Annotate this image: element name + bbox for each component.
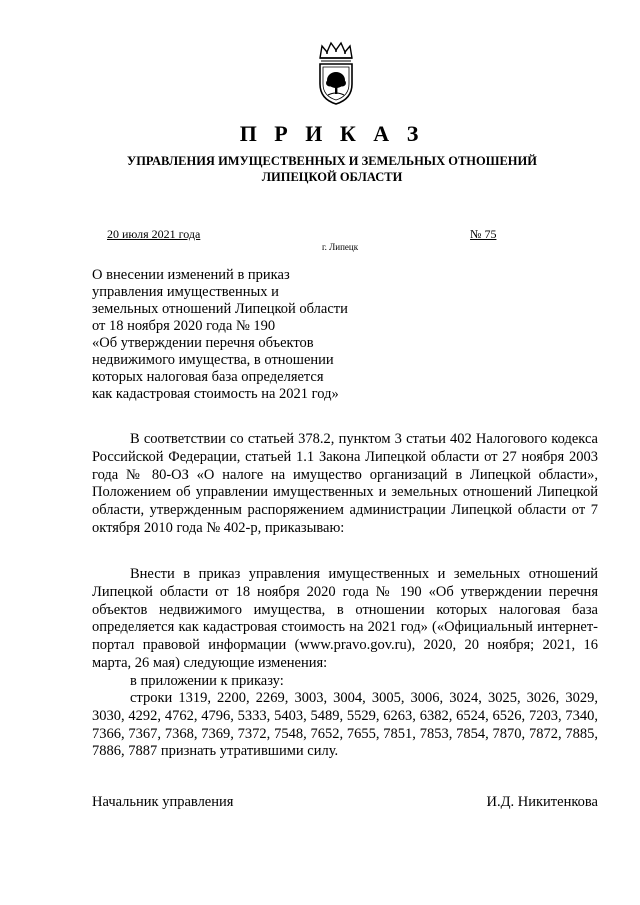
subject-line: земельных отношений Липецкой области: [92, 301, 348, 317]
appendix-paragraph: в приложении к приказу:: [130, 673, 284, 689]
signatory-name: И.Д. Никитенкова: [486, 794, 598, 810]
subject-line: О внесении изменений в приказ: [92, 267, 290, 283]
issuing-organization: [0, 153, 640, 185]
organization-line: ЛИПЕЦКОЙ ОБЛАСТИ: [261, 170, 403, 184]
document-number: № 75: [470, 227, 497, 241]
subject-line: «Об утверждении перечня объектов: [92, 335, 314, 351]
document-title: П Р И К А З: [239, 121, 425, 146]
order-paragraph: Внести в приказ управления имущественных и земельных отношений Липецкой области от 18 ноября 2020 года № 190 «Об утверждении перечня объектов недвижимого имущества, в отношении которых налоговая база определяется как кадастровая стоимость на 2021 год» («Официальный интернет-портал правовой информации (www.pravo.gov.ru), 2020, 20 ноября; 2021, 16 марта, 26 мая) следующие изменения:: [92, 566, 598, 671]
document-date: 20 июля 2021 года: [107, 227, 201, 241]
subject-line: как кадастровая стоимость на 2021 год»: [92, 386, 339, 402]
rows-paragraph: строки 1319, 2200, 2269, 3003, 3004, 3005, 3006, 3024, 3025, 3026, 3029, 3030, 4292, 4762, 4796, 5333, 5403, 5489, 5529, 6263, 6382, 6524, 6526, 7203, 7340, 7366, 7367, 7368, 7369, 7372, 7548, 7652, 7655, 7851, 7853, 7854, 7870, 7872, 7885, 7886, 7887 признать утратившими силу.: [92, 690, 598, 760]
document-city: г. Липецк: [322, 242, 359, 252]
document-subject: [92, 267, 382, 403]
organization-line: УПРАВЛЕНИЯ ИМУЩЕСТВЕННЫХ И ЗЕМЕЛЬНЫХ ОТНОШЕНИЙ: [127, 154, 537, 168]
signatory-position: Начальник управления: [92, 794, 234, 810]
subject-line: от 18 ноября 2020 года № 190: [92, 318, 276, 334]
subject-line: управления имущественных и: [92, 284, 279, 300]
preamble-paragraph: В соответствии со статьей 378.2, пунктом 3 статьи 402 Налогового кодекса Российской Федерации, статьей 1.1 Закона Липецкой области от 27 ноября 2003 года № 80-ОЗ «О налоге на имущество организаций в Липецкой области», Положением об управлении имущественных и земельных отношений Липецкой области, утвержденным распоряжением администрации Липецкой области от 7 октября 2010 года № 402-р, приказываю:: [92, 431, 598, 536]
coat-of-arms-icon: [313, 40, 359, 106]
subject-line: которых налоговая база определяется: [92, 369, 324, 385]
subject-line: недвижимого имущества, в отношении: [92, 352, 334, 368]
